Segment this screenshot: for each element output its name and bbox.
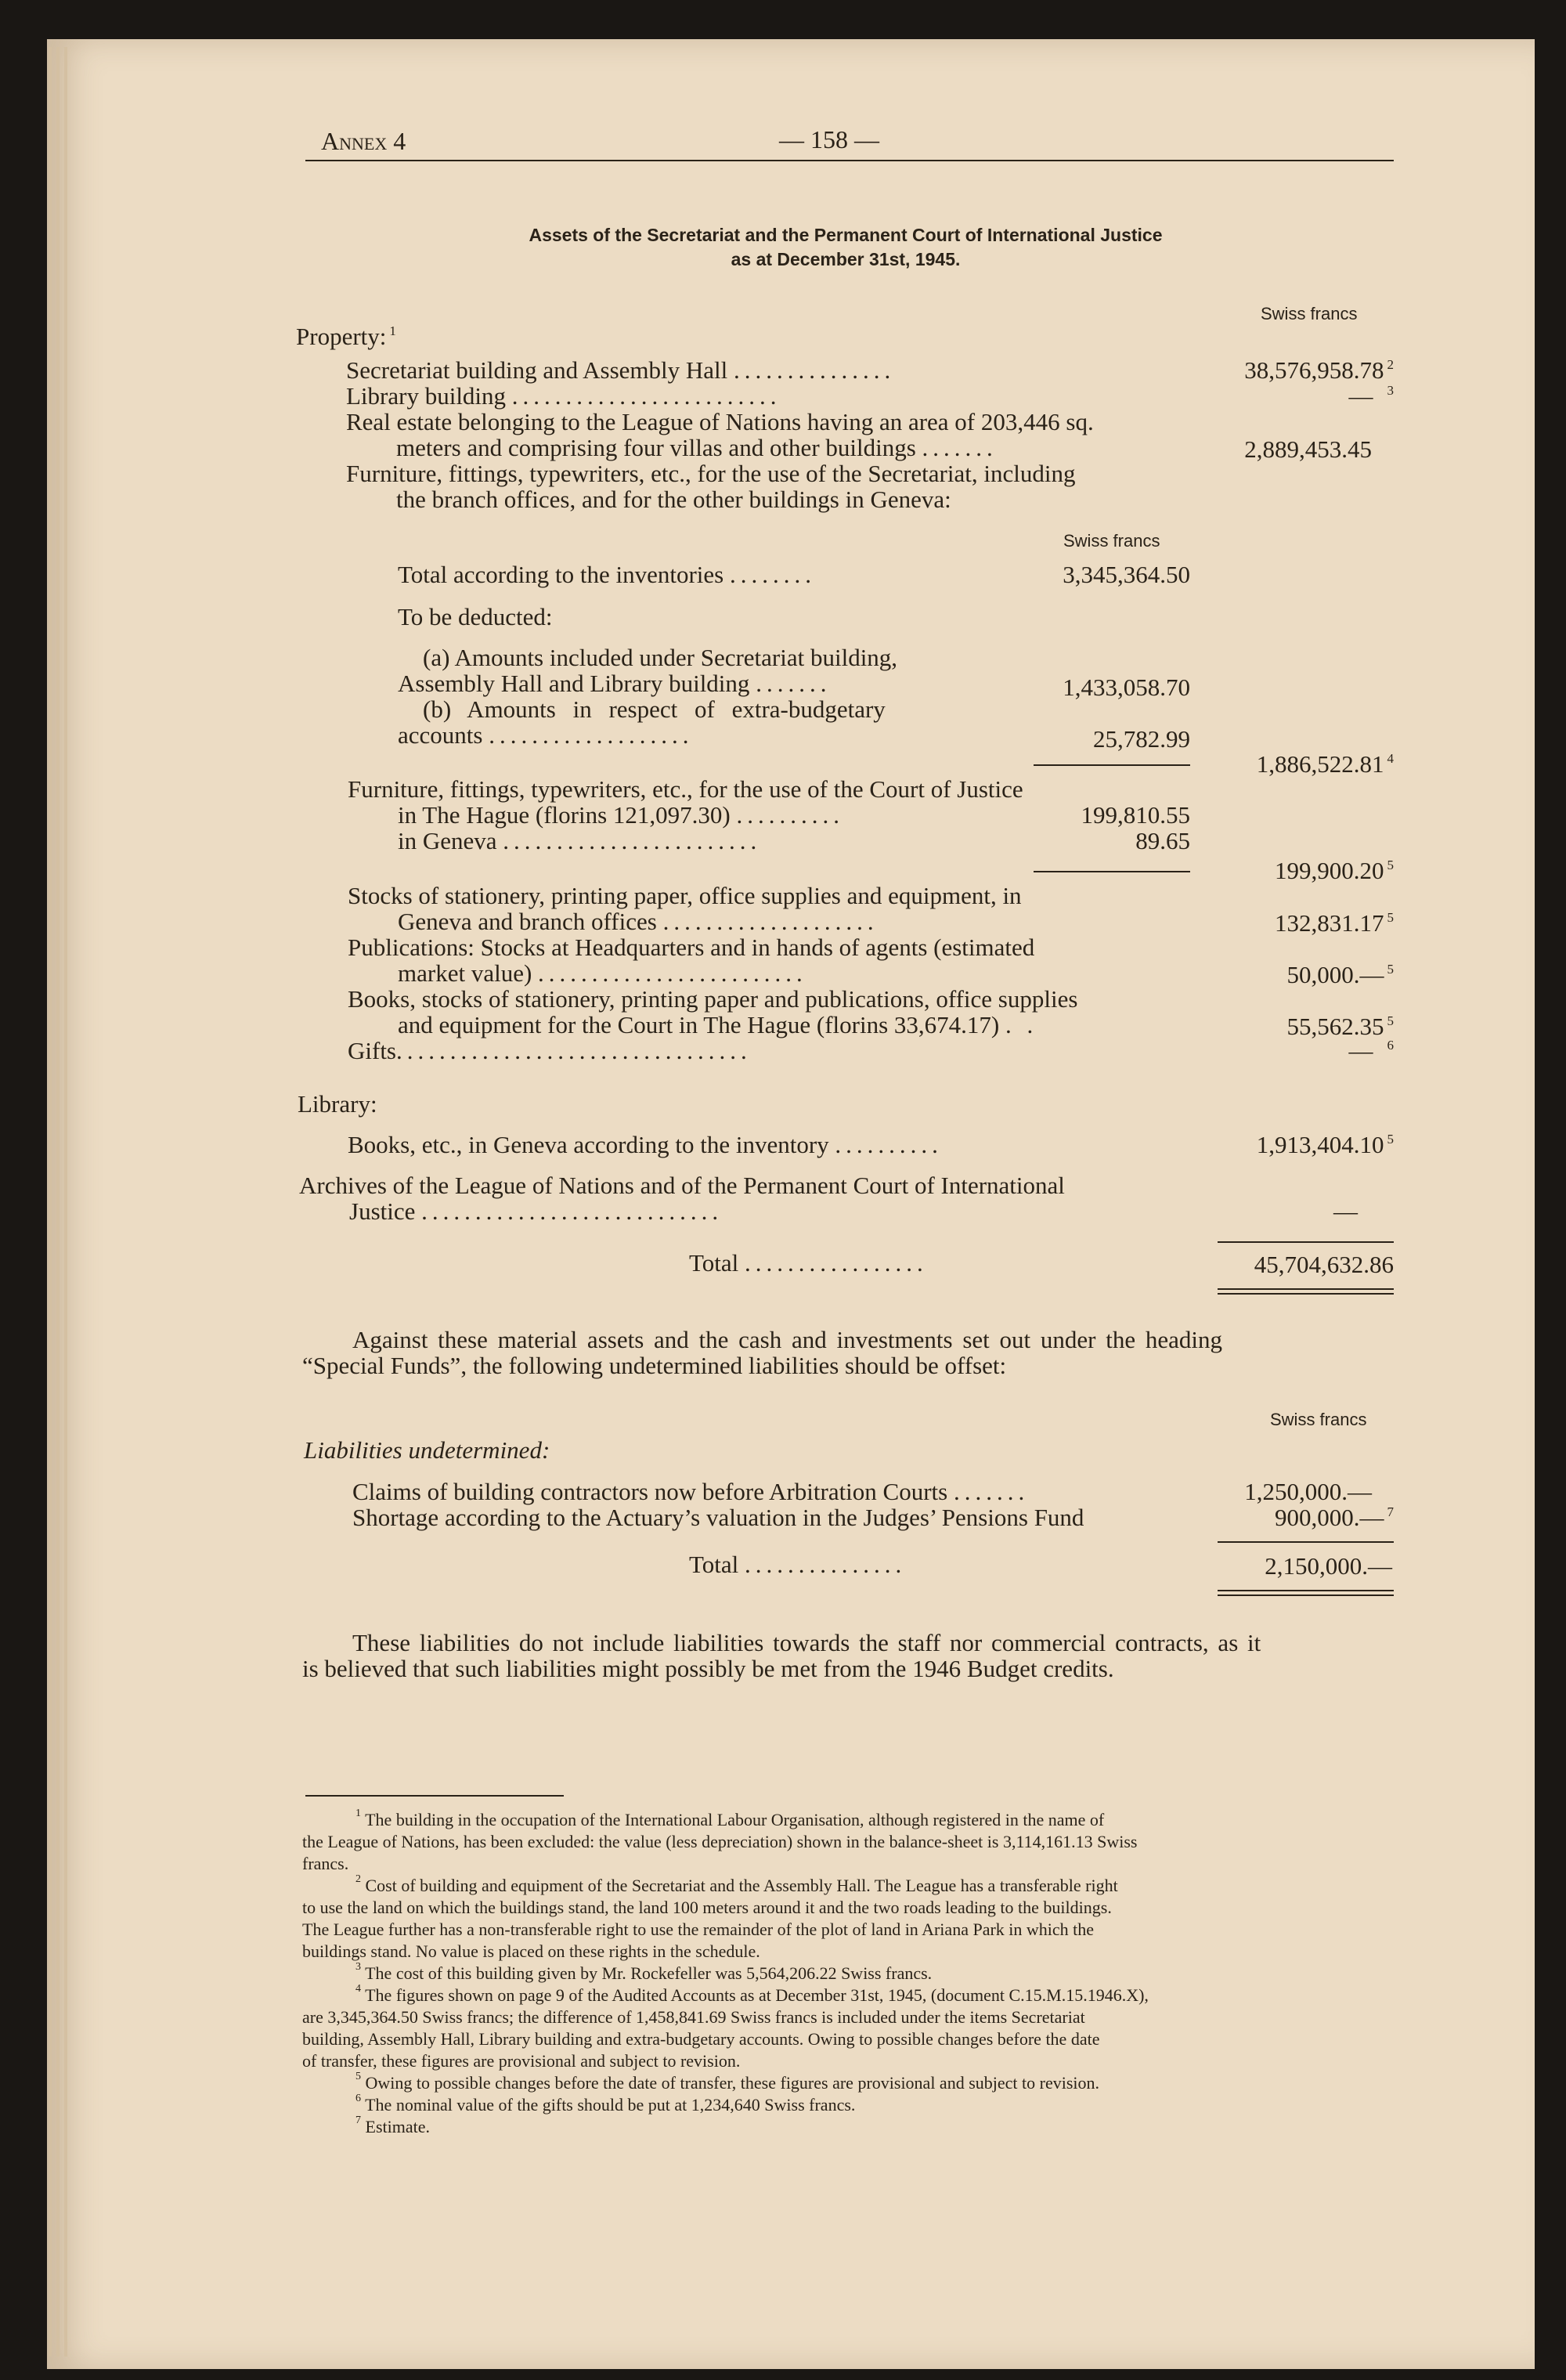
row-value: — $^3$ xyxy=(1348,382,1394,410)
footnote-line: to use the land on which the buildings stand, the land 100 meters around it and the two roads leading to the buildings. xyxy=(302,1898,1112,1917)
row-value: 1,913,404.10 $^5$ xyxy=(1256,1131,1394,1158)
row-label: Publications: Stocks at Headquarters and in hands of agents (estimated xyxy=(348,934,1035,961)
row-value: 2,889,453.45 xyxy=(1244,435,1372,463)
row-value: 1,886,522.81 $^4$ xyxy=(1256,750,1394,778)
row-label: Claims of building contractors now before Arbitration Courts ....... xyxy=(352,1478,1030,1505)
row-label: the branch offices, and for the other buildings in Geneva: xyxy=(396,486,951,513)
row-label: Justice ............................ xyxy=(349,1197,723,1225)
row-label: Furniture, fittings, typewriters, etc., for the use of the Secretariat, including xyxy=(346,460,1076,487)
footnote: $^4$ The figures shown on page 9 of the Audited Accounts as at December 31st, 1945, (document C.15.M.15.1946.X), xyxy=(355,1983,1149,2005)
row-label: and equipment for the Court in The Hague (florins 33,674.17) . . xyxy=(398,1011,1038,1038)
page-edge-leaf xyxy=(64,47,67,2357)
footnote-line: of transfer, these figures are provisional and subject to revision. xyxy=(302,2051,741,2071)
row-value: 25,782.99 xyxy=(1093,725,1190,753)
total-double-rule xyxy=(1218,1594,1394,1596)
footnote-line: buildings stand. No value is placed on these rights in the schedule. xyxy=(302,1941,760,1961)
row-value: 38,576,958.78 $^2$ xyxy=(1244,356,1394,384)
row-label: in Geneva ........................ xyxy=(398,827,762,854)
table-title: Assets of the Secretariat and the Permanent Court of International Justice xyxy=(529,225,1163,245)
total-double-rule xyxy=(1218,1293,1394,1295)
footnote: $^6$ The nominal value of the gifts should be put at 1,234,640 Swiss francs. xyxy=(355,2093,856,2115)
total-double-rule xyxy=(1218,1288,1394,1290)
total-rule xyxy=(1218,1241,1394,1243)
row-label: market value) ......................... xyxy=(398,959,807,987)
row-value: 1,433,058.70 xyxy=(1063,674,1190,701)
row-label: Stocks of stationery, printing paper, office supplies and equipment, in xyxy=(348,882,1022,909)
row-label: Total according to the inventories ........ xyxy=(398,561,816,588)
footnote: $^2$ Cost of building and equipment of the Secretariat and the Assembly Hall. The League has a transferable right xyxy=(355,1873,1118,1895)
property-heading: Property: $^1$ xyxy=(296,323,396,350)
currency-header: Swiss francs xyxy=(1261,304,1358,323)
row-label: (a) Amounts included under Secretariat building, xyxy=(423,644,898,671)
footnote-line: francs. xyxy=(302,1854,349,1873)
row-label: Shortage according to the Actuary’s valuation in the Judges’ Pensions Fund xyxy=(352,1504,1084,1531)
row-label: Books, stocks of stationery, printing paper and publications, office supplies xyxy=(348,985,1078,1013)
footnote: $^5$ Owing to possible changes before the date of transfer, these figures are provisional and subject to revision. xyxy=(355,2071,1100,2093)
row-value: 1,250,000.— xyxy=(1244,1478,1372,1505)
row-value: 50,000.— $^5$ xyxy=(1286,961,1394,988)
row-value: 55,562.35 $^5$ xyxy=(1286,1013,1394,1040)
header-rule xyxy=(305,160,1394,161)
paragraph-line: is believed that such liabilities might possibly be met from the 1946 Budget credits. xyxy=(302,1655,1114,1682)
total-double-rule xyxy=(1218,1590,1394,1591)
paragraph-line: These liabilities do not include liabilities towards the staff nor commercial contracts, as it xyxy=(352,1629,1261,1656)
currency-header: Swiss francs xyxy=(1270,1410,1367,1429)
footnote: $^3$ The cost of this building given by Mr. Rockefeller was 5,564,206.22 Swiss francs. xyxy=(355,1961,933,1983)
total-label: Total ............... xyxy=(689,1551,907,1578)
row-value: — xyxy=(1333,1197,1358,1225)
footnote-line: are 3,345,364.50 Swiss francs; the difference of 1,458,841.69 Swiss francs is included under the items Secretariat xyxy=(302,2007,1085,2027)
footnote: $^7$ Estimate. xyxy=(355,2115,430,2136)
row-value: 132,831.17 $^5$ xyxy=(1275,909,1394,937)
row-label: (b) Amounts in respect of extra-budgetary xyxy=(423,695,886,723)
annex-label: Annex 4 xyxy=(321,127,406,155)
total-value: 45,704,632.86 xyxy=(1254,1251,1394,1278)
row-label: in The Hague (florins 121,097.30) .......... xyxy=(398,801,844,829)
row-label: Gifts................................. xyxy=(348,1037,752,1064)
row-label: To be deducted: xyxy=(398,603,553,630)
total-value: 2,150,000.— xyxy=(1265,1552,1392,1580)
footnote-rule xyxy=(305,1795,564,1797)
footnote-line: the League of Nations, has been excluded: the value (less depreciation) shown in the balance-sheet is 3,114,161.13 Swiss xyxy=(302,1832,1138,1851)
row-value: 199,900.20 $^5$ xyxy=(1275,857,1394,884)
row-label: Books, etc., in Geneva according to the inventory .......... xyxy=(348,1131,943,1158)
row-label: Library building ......................... xyxy=(346,382,781,410)
row-value: 900,000.— $^7$ xyxy=(1275,1504,1394,1531)
footnote-line: The League further has a non-transferable right to use the remainder of the plot of land in Ariana Park in which the xyxy=(302,1920,1095,1939)
row-label: Furniture, fittings, typewriters, etc., for the use of the Court of Justice xyxy=(348,775,1023,803)
paragraph-line: Against these material assets and the cash and investments set out under the heading xyxy=(352,1326,1222,1353)
row-label: Real estate belonging to the League of Nations having an area of 203,446 sq. xyxy=(346,408,1094,435)
row-value: 199,810.55 xyxy=(1081,801,1190,829)
row-label: Secretariat building and Assembly Hall ............... xyxy=(346,356,896,384)
row-label: Archives of the League of Nations and of the Permanent Court of International xyxy=(299,1172,1065,1199)
liabilities-heading: Liabilities undetermined: xyxy=(304,1436,550,1464)
table-subtitle: as at December 31st, 1945. xyxy=(731,249,961,269)
currency-header: Swiss francs xyxy=(1063,531,1160,551)
page-edge-leaf xyxy=(56,47,60,2357)
row-label: accounts ................... xyxy=(398,721,694,749)
row-value: 3,345,364.50 xyxy=(1063,561,1190,588)
footnote: $^1$ The building in the occupation of the International Labour Organisation, although registered in the name of xyxy=(355,1808,1105,1829)
row-value: — $^6$ xyxy=(1348,1037,1394,1064)
row-label: Assembly Hall and Library building ....... xyxy=(398,670,832,697)
page-number: — 158 — xyxy=(779,125,879,153)
paragraph-line: “Special Funds”, the following undetermined liabilities should be offset: xyxy=(302,1352,1007,1379)
total-label: Total ................. xyxy=(689,1249,928,1277)
row-value: 89.65 xyxy=(1135,827,1190,854)
total-rule xyxy=(1218,1541,1394,1543)
library-heading: Library: xyxy=(298,1090,377,1118)
row-label: Geneva and branch offices .................... xyxy=(398,908,879,935)
page-edge-leaf xyxy=(49,47,52,2357)
footnote-line: building, Assembly Hall, Library building and extra-budgetary accounts. Owing to possible changes before the date xyxy=(302,2029,1100,2049)
row-label: meters and comprising four villas and other buildings ....... xyxy=(396,434,998,461)
